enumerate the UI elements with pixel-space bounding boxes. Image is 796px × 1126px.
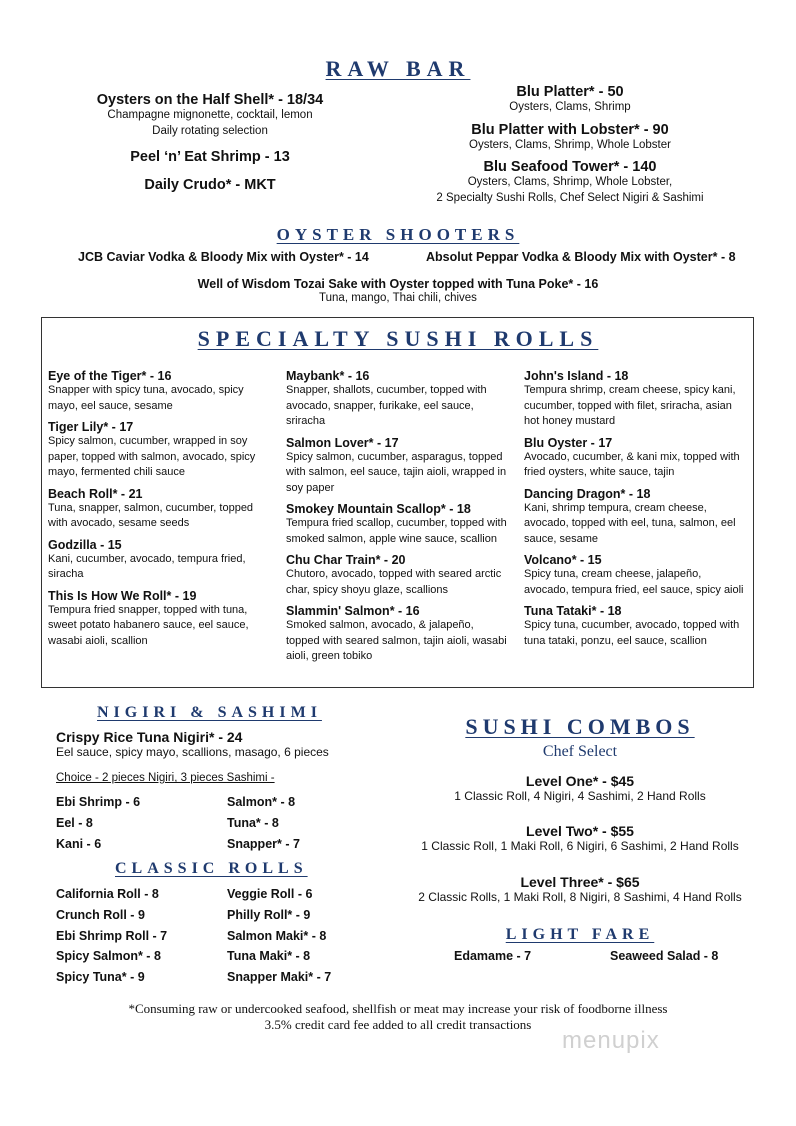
roll-desc: Spicy tuna, cream cheese, jalapeño, xyxy=(524,568,702,580)
roll-desc: with salmon, eel sauce, tajin aioli, wrapped in xyxy=(286,466,507,478)
raw-bar-right-column xyxy=(420,84,720,215)
roll-name: Godzilla - 15 xyxy=(48,537,122,552)
nigiri-left-list xyxy=(56,795,140,857)
roll-desc: Kani, cucumber, avocado, tempura fried, xyxy=(48,552,246,565)
roll-desc: with avocado, sesame seeds xyxy=(48,517,190,529)
light-fare-seaweed-salad: Seaweed Salad - 8 xyxy=(610,949,719,963)
combo-name: Level One* - $45 xyxy=(525,773,635,789)
roll-name: Chu Char Train* - 20 xyxy=(286,553,406,567)
roll-tuna-tataki xyxy=(524,604,754,649)
classic-right-list xyxy=(227,887,331,991)
list-item: Snapper Maki* - 7 xyxy=(227,970,332,985)
raw-bar-left-column xyxy=(60,92,360,202)
roll-johns-island xyxy=(524,369,754,430)
roll-desc: fried oysters, white sauce, tajin xyxy=(524,466,675,478)
roll-desc: Kani, shrimp tempura, cream cheese, xyxy=(524,501,707,514)
feature-desc: Eel sauce, spicy mayo, scallions, masago, 6 pieces xyxy=(56,745,329,759)
light-fare-edamame: Edamame - 7 xyxy=(454,949,532,963)
roll-desc: siracha xyxy=(48,568,84,580)
roll-beach-roll xyxy=(48,487,278,532)
roll-desc: topped with seared salmon, tajin aioli, wasabi xyxy=(286,634,507,647)
roll-desc: sriracha xyxy=(286,415,326,427)
list-item: Eel - 8 xyxy=(56,815,93,830)
nigiri-right-list xyxy=(227,795,300,857)
roll-name: Beach Roll* - 21 xyxy=(48,486,143,501)
raw-item-name: Oysters on the Half Shell* - 18/34 xyxy=(96,92,324,108)
sushi-combos-heading: SUSHI COMBOS xyxy=(465,714,695,739)
roll-desc: Tempura shrimp, cream cheese, spicy kani, xyxy=(524,384,736,396)
raw-item-shrimp xyxy=(60,149,360,165)
raw-bar-heading: RAW BAR xyxy=(325,56,471,81)
oyster-shooters-heading: OYSTER SHOOTERS xyxy=(276,225,520,244)
roll-desc: Snapper, shallots, cucumber, topped with xyxy=(286,384,487,396)
list-item: Philly Roll* - 9 xyxy=(227,907,311,922)
roll-this-is-how-we-roll xyxy=(48,589,278,650)
roll-desc: mayo, fermented chili sauce xyxy=(48,466,185,478)
footer-line: *Consuming raw or undercooked seafood, shellfish or meat may increase your risk of foodborne illness xyxy=(128,1001,668,1016)
raw-item-desc: Oysters, Clams, Shrimp, Whole Lobster, xyxy=(467,176,673,188)
raw-item-tower xyxy=(420,159,720,206)
specialty-rolls-heading: SPECIALTY SUSHI ROLLS xyxy=(197,326,599,351)
raw-item-desc: Oysters, Clams, Shrimp xyxy=(509,101,631,113)
footer-disclaimer xyxy=(0,1001,796,1033)
raw-item-platter-lobster xyxy=(420,122,720,154)
roll-tiger-lily xyxy=(48,420,278,481)
roll-desc: cucumber, topped with filet, sriracha, asian xyxy=(524,399,732,412)
roll-name: Dancing Dragon* - 18 xyxy=(524,486,651,501)
list-item: Snapper* - 7 xyxy=(227,836,300,851)
nigiri-sashimi-heading: NIGIRI & SASHIMI xyxy=(97,704,322,721)
light-fare-heading: LIGHT FARE xyxy=(505,926,655,943)
roll-dancing-dragon xyxy=(524,487,754,548)
roll-desc: Tempura fried scallop, cucumber, topped with xyxy=(286,517,507,529)
raw-item-name: Blu Platter* - 50 xyxy=(516,84,624,100)
raw-item-desc: Daily rotating selection xyxy=(152,124,268,137)
classic-rolls-heading: CLASSIC ROLLS xyxy=(115,860,308,877)
raw-item-desc: Oysters, Clams, Shrimp, Whole Lobster xyxy=(469,138,671,151)
list-item: Kani - 6 xyxy=(56,836,102,851)
shooter-sake-name: Well of Wisdom Tozai Sake with Oyster topped with Tuna Poke* - 16 xyxy=(197,277,599,291)
raw-item-name: Blu Platter with Lobster* - 90 xyxy=(471,121,669,138)
watermark-logo: menupix xyxy=(562,1027,660,1054)
shooter-jcb: JCB Caviar Vodka & Bloody Mix with Oyster* - 14 xyxy=(78,250,369,264)
roll-maybank xyxy=(286,369,516,430)
roll-name: Tiger Lily* - 17 xyxy=(48,420,134,434)
roll-desc: Spicy salmon, cucumber, wrapped in soy xyxy=(48,435,248,447)
list-item: Ebi Shrimp - 6 xyxy=(56,795,141,809)
raw-item-name: Daily Crudo* - MKT xyxy=(144,177,276,193)
raw-item-crudo xyxy=(60,177,360,193)
roll-desc: char, spicy shoyu glaze, scallions xyxy=(286,583,449,596)
list-item: Spicy Tuna* - 9 xyxy=(56,970,145,985)
roll-desc: avocado, snapper, furikake, eel sauce, xyxy=(286,399,474,412)
list-item: Tuna Maki* - 8 xyxy=(227,949,311,964)
roll-name: Salmon Lover* - 17 xyxy=(286,435,399,450)
raw-item-desc: 2 Specialty Sushi Rolls, Chef Select Nigiri & Sashimi xyxy=(436,191,704,204)
feature-name: Crispy Rice Tuna Nigiri* - 24 xyxy=(56,729,243,745)
roll-desc: paper, topped with salmon, avocado, spicy xyxy=(48,450,256,463)
shooter-absolut: Absolut Peppar Vodka & Bloody Mix with Oyster* - 8 xyxy=(426,250,736,264)
roll-smokey-mountain-scallop xyxy=(286,502,516,547)
raw-item-name: Blu Seafood Tower* - 140 xyxy=(483,159,657,175)
list-item: Veggie Roll - 6 xyxy=(227,887,313,901)
roll-salmon-lover xyxy=(286,436,516,497)
roll-desc: smoked salmon, apple wine sauce, scallion xyxy=(286,532,497,545)
roll-desc: Tempura fried snapper, topped with tuna, xyxy=(48,603,248,616)
raw-item-oysters xyxy=(60,92,360,139)
crispy-rice-feature xyxy=(56,729,329,761)
combo-level-three xyxy=(405,874,755,906)
roll-name: Eye of the Tiger* - 16 xyxy=(48,369,172,383)
raw-item-desc: Champagne mignonette, cocktail, lemon xyxy=(107,109,313,121)
specialty-column-3 xyxy=(524,369,754,655)
roll-desc: hot honey mustard xyxy=(524,415,616,427)
roll-name: This Is How We Roll* - 19 xyxy=(48,588,197,603)
list-item: Ebi Shrimp Roll - 7 xyxy=(56,928,168,943)
roll-name: Maybank* - 16 xyxy=(286,369,370,383)
roll-godzilla xyxy=(48,538,278,583)
roll-desc: sauce, sesame xyxy=(524,532,598,545)
combo-desc: 1 Classic Roll, 4 Nigiri, 4 Sashimi, 2 Hand Rolls xyxy=(454,789,706,803)
roll-desc: wasabi aioli, scallion xyxy=(48,634,148,647)
classic-left-list xyxy=(56,887,167,991)
roll-eye-of-the-tiger xyxy=(48,369,278,414)
roll-desc: sweet potato habanero sauce, eel sauce, xyxy=(48,619,249,631)
list-item: Tuna* - 8 xyxy=(227,815,279,830)
raw-item-platter xyxy=(420,84,720,116)
roll-desc: mayo, eel sauce, sesame xyxy=(48,399,173,412)
roll-desc: tuna tataki, ponzu, eel sauce, scallion xyxy=(524,634,707,647)
roll-desc: Tuna, snapper, salmon, cucumber, topped xyxy=(48,501,254,514)
roll-desc: aioli, green tobiko xyxy=(286,650,373,662)
roll-chu-char-train xyxy=(286,553,516,598)
roll-desc: Spicy tuna, cucumber, avocado, topped with xyxy=(524,619,740,631)
roll-desc: Smoked salmon, avocado, & jalapeño, xyxy=(286,619,474,631)
roll-name: John's Island - 18 xyxy=(524,369,629,383)
list-item: Crunch Roll - 9 xyxy=(56,907,145,922)
combo-name: Level Three* - $65 xyxy=(520,874,640,890)
list-item: Salmon Maki* - 8 xyxy=(227,928,327,943)
roll-volcano xyxy=(524,553,754,598)
raw-item-name: Peel ‘n’ Eat Shrimp - 13 xyxy=(130,149,290,165)
list-item: California Roll - 8 xyxy=(56,887,159,901)
list-item: Salmon* - 8 xyxy=(227,795,296,809)
combo-name: Level Two* - $55 xyxy=(526,823,634,839)
roll-name: Slammin' Salmon* - 16 xyxy=(286,604,420,618)
combo-desc: 1 Classic Roll, 1 Maki Roll, 6 Nigiri, 6 Sashimi, 2 Hand Rolls xyxy=(421,839,739,853)
roll-desc: Snapper with spicy tuna, avocado, spicy xyxy=(48,384,244,396)
roll-desc: avocado, topped with eel, tuna, salmon, eel xyxy=(524,517,736,529)
roll-name: Tuna Tataki* - 18 xyxy=(524,604,622,618)
nigiri-choice-note: Choice - 2 pieces Nigiri, 3 pieces Sashimi - xyxy=(56,772,275,784)
shooter-sake-desc: Tuna, mango, Thai chili, chives xyxy=(319,292,477,304)
specialty-column-1 xyxy=(48,369,278,655)
roll-name: Blu Oyster - 17 xyxy=(524,435,613,450)
sushi-combos-subtitle: Chef Select xyxy=(542,743,618,760)
list-item: Spicy Salmon* - 8 xyxy=(56,949,161,964)
shooter-sake xyxy=(0,277,796,307)
roll-desc: Spicy salmon, cucumber, asparagus, topped xyxy=(286,450,503,463)
roll-desc: Chutoro, avocado, topped with seared arctic xyxy=(286,568,502,580)
roll-name: Volcano* - 15 xyxy=(524,553,602,567)
combo-level-one xyxy=(405,773,755,805)
footer-line: 3.5% credit card fee added to all credit transactions xyxy=(264,1017,532,1032)
combo-level-two xyxy=(405,823,755,855)
roll-name: Smokey Mountain Scallop* - 18 xyxy=(286,502,471,516)
roll-blu-oyster xyxy=(524,436,754,481)
specialty-column-2 xyxy=(286,369,516,671)
combo-desc: 2 Classic Rolls, 1 Maki Roll, 8 Nigiri, 8 Sashimi, 4 Hand Rolls xyxy=(418,890,742,904)
roll-desc: soy paper xyxy=(286,481,335,494)
roll-desc: avocado, tempura fried, eel sauce, spicy aioli xyxy=(524,583,744,596)
roll-desc: Avocado, cucumber, & kani mix, topped with xyxy=(524,450,740,463)
roll-slammin-salmon xyxy=(286,604,516,665)
